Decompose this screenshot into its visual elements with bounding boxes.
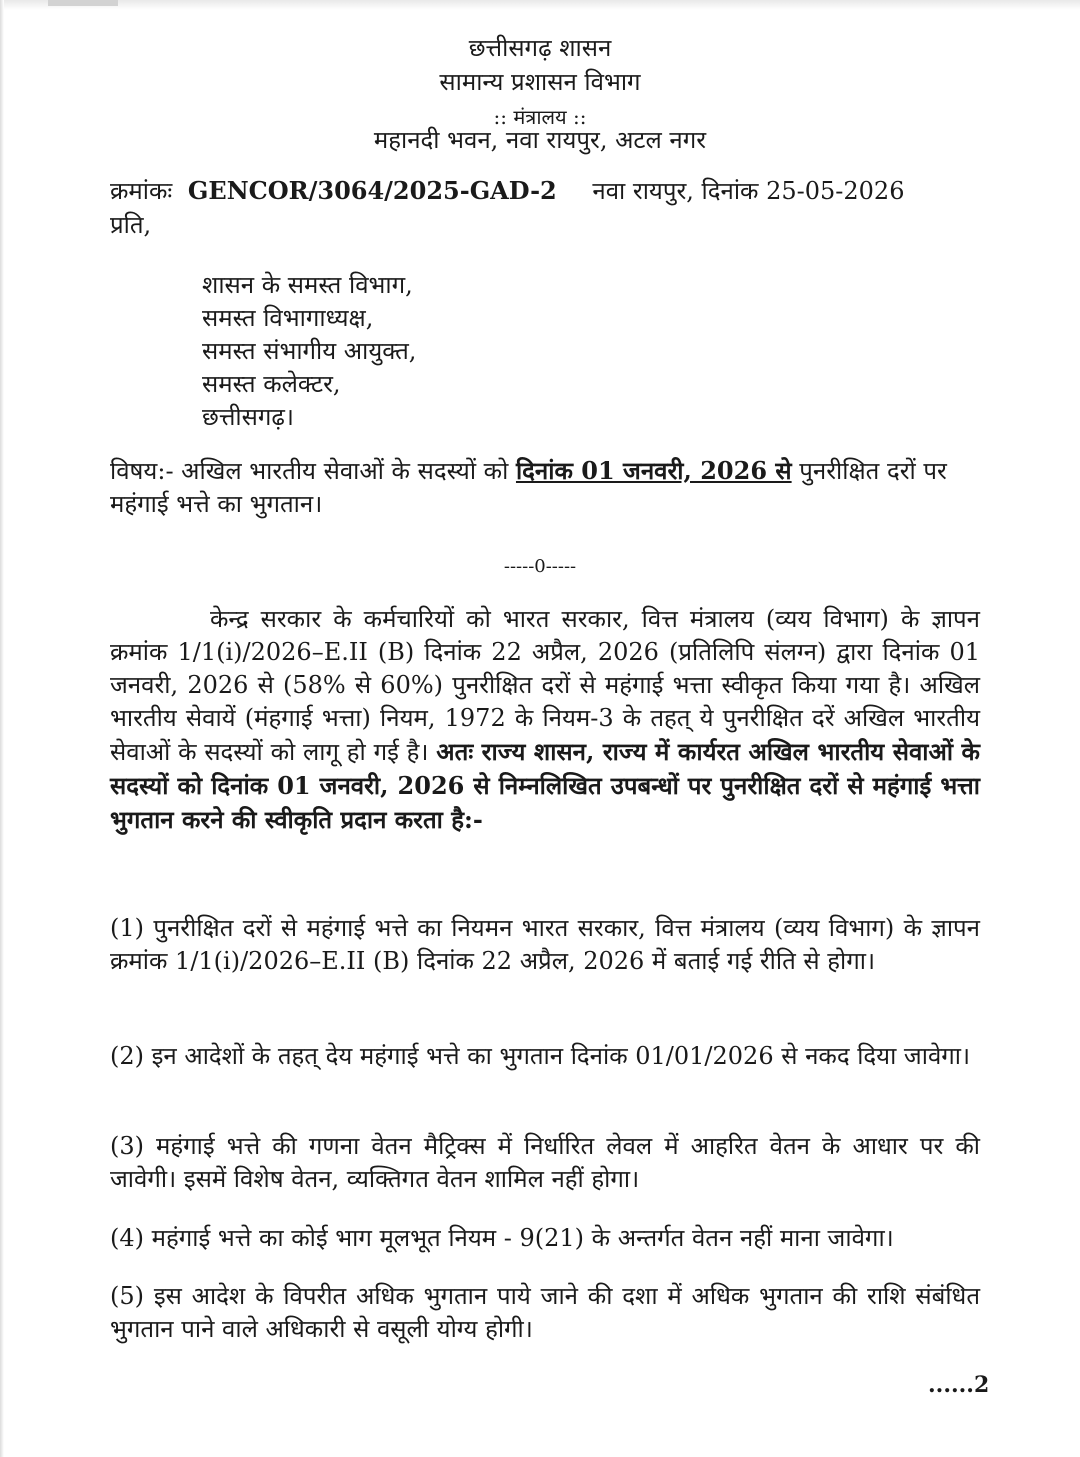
ministry-label: :: मंत्रालय :: xyxy=(493,105,587,129)
subject-line xyxy=(110,454,982,521)
subject-suffix: पुनरीक्षित दरों पर महंगाई भत्ते का भुगतान। xyxy=(110,457,947,518)
addressee-line: शासन के समस्त विभाग, xyxy=(202,271,413,299)
reference-number: GENCOR/3064/2025-GAD-2 xyxy=(187,176,557,205)
addressee-line: समस्त कलेक्टर, xyxy=(202,370,341,398)
addressee-line: छत्तीसगढ़। xyxy=(202,403,294,431)
department-name: सामान्य प्रशासन विभाग xyxy=(439,68,641,96)
intro-bold-text: अतः राज्य शासन, राज्य में कार्यरत अखिल भारतीय सेवाओं के सदस्यों को दिनांक 01 जनवरी, 2026 से निम्नलिखित उपबन्धों पर पुनरीक्षित दरों से महंगाई भत्ता भुगतान करने की स्वीकृति प्रदान करता है:- xyxy=(110,737,980,834)
govt-name: छत्तीसगढ़ शासन xyxy=(468,34,612,62)
provision-item: (4) महंगाई भत्ते का कोई भाग मूलभूत नियम - 9(21) के अन्तर्गत वेतन नहीं माना जावेगा। xyxy=(110,1224,894,1252)
provision-item: (1) पुनरीक्षित दरों से महंगाई भत्ते का नियमन भारत सरकार, वित्त मंत्रालय (व्यय विभाग) के ज्ञापन क्रमांक 1/1(i)/2026–E.II (B) दिनांक 22 अप्रैल, 2026 में बताई गई रीति से होगा। xyxy=(110,914,980,975)
provision-item: (3) महंगाई भत्ते की गणना वेतन मैट्रिक्स में निर्धारित लेवल में आहरित वेतन के आधार पर की जावेगी। इसमें विशेष वेतन, व्यक्तिगत वेतन शामिल नहीं होगा। xyxy=(110,1132,980,1193)
provision-item: (2) इन आदेशों के तहत् देय महंगाई भत्ते का भुगतान दिनांक 01/01/2026 से नकद दिया जावेगा। xyxy=(110,1042,971,1070)
reference-label: क्रमांकः xyxy=(110,177,173,205)
to-label: प्रति, xyxy=(110,211,152,239)
provision-item: (5) इस आदेश के विपरीत अधिक भुगतान पाये जाने की दशा में अधिक भुगतान की राशि संबंधित भुगतान पाने वाले अधिकारी से वसूली योग्य होगी। xyxy=(110,1282,980,1343)
reference-line xyxy=(110,176,1010,206)
addressee-line: समस्त संभागीय आयुक्त, xyxy=(202,337,417,365)
page-continuation: ......2 xyxy=(928,1372,990,1398)
subject-prefix: विषय:- अखिल भारतीय सेवाओं के सदस्यों को xyxy=(110,457,516,485)
intro-text: केन्द्र सरकार के कर्मचारियों को भारत सरकार, वित्त मंत्रालय (व्यय विभाग) के ज्ञापन क्रमांक 1/1(i)/2026–E.II (B) दिनांक 22 अप्रैल, 2026 (प्रतिलिपि संलग्न) द्वारा दिनांक 01 जनवरी, 2026 से (58% से 60%) पुनरीक्षित दरों से महंगाई भत्ता स्वीकृत किया गया है। अखिल भारतीय सेवायें (मंहगाई भत्ता) नियम, 1972 के नियम-3 के तहत् ये पुनरीक्षित दरें अखिल भारतीय सेवाओं के सदस्यों को लागू हो गई है। xyxy=(110,605,980,766)
section-separator: -----0----- xyxy=(503,556,577,577)
place-date: नवा रायपुर, दिनांक 25-05-2026 xyxy=(592,177,905,205)
subject-date-underlined: दिनांक 01 जनवरी, 2026 से xyxy=(515,456,792,485)
office-address: महानदी भवन, नवा रायपुर, अटल नगर xyxy=(373,126,707,154)
intro-paragraph xyxy=(110,603,980,837)
addressee-line: समस्त विभागाध्यक्ष, xyxy=(202,304,374,332)
